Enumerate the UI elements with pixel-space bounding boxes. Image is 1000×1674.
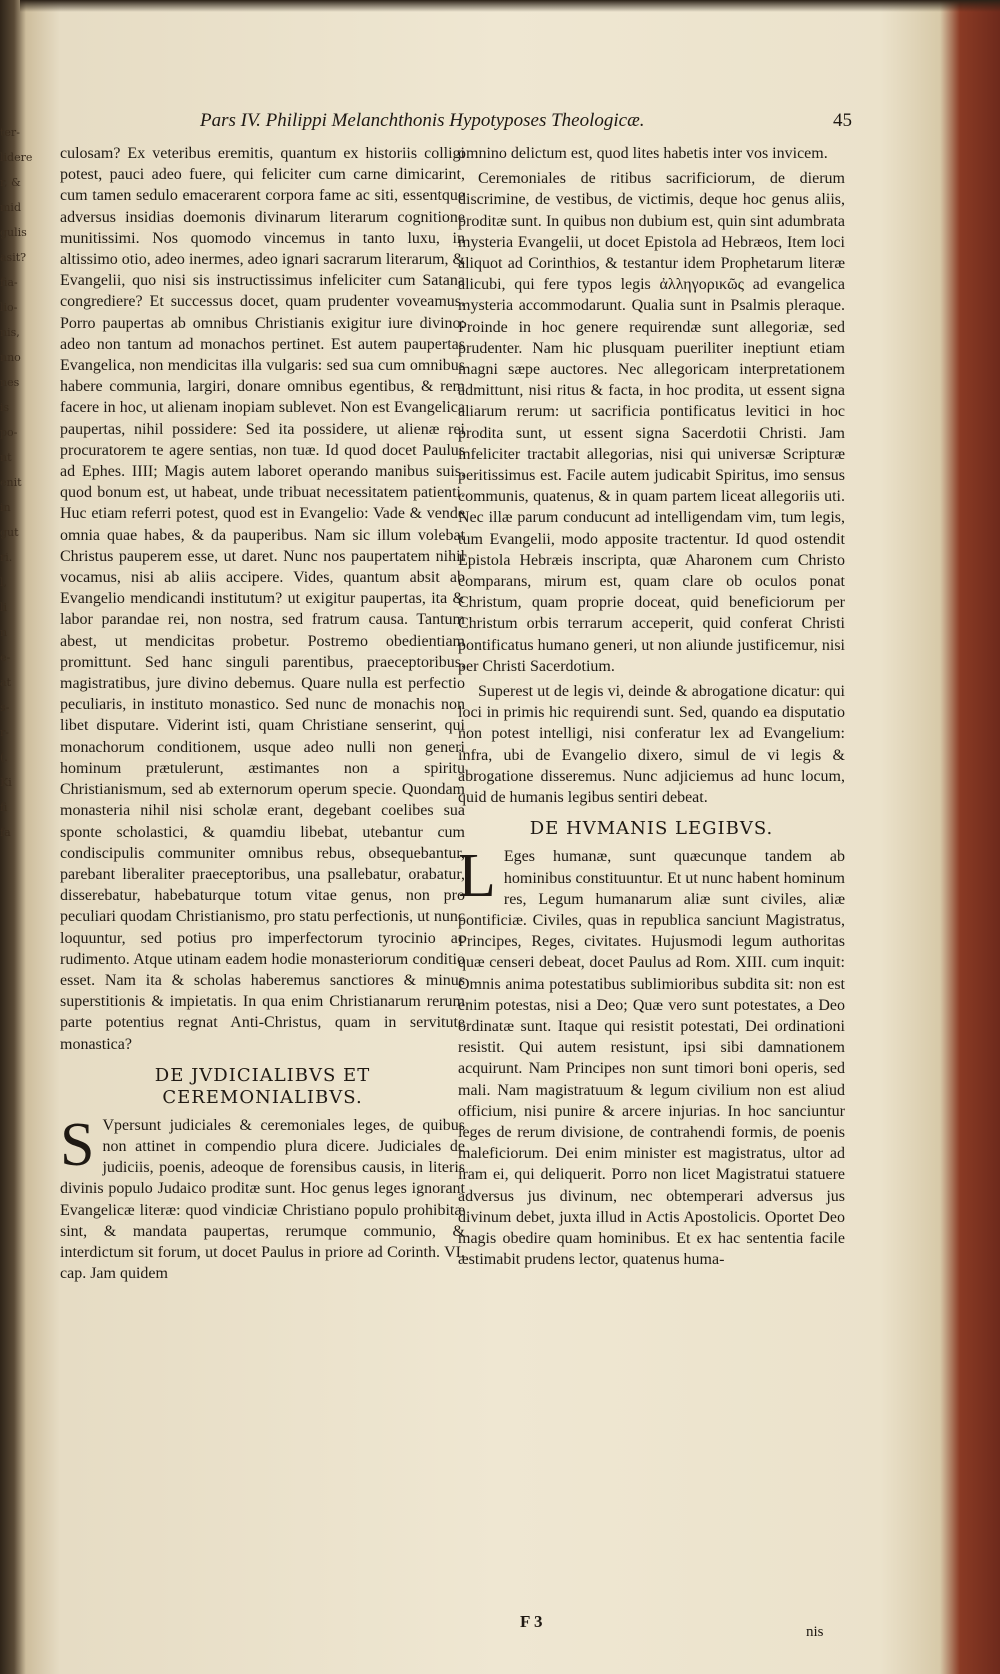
facing-page-fragment: mid (0, 201, 21, 214)
left-paragraph-2-text: Vpersunt judiciales & ceremoniales leges, de quibus non attinet in compendio plura dicere. Judiciales de judiciis, poenis, adeoque de forensibus causis, in literis divinis populo Judaico proditæ sunt. Hoc genus leges ignorant Evangelicæ literæ: quod vindiciæ Christiano populo prohibitæ sint, & mandata paupertas, rerumque communio, & interdictum sit forum, ut docet Paulus in priore ad Corinth. VI. cap. Jam quidem (60, 1116, 465, 1283)
facing-page-fragment: nno (0, 351, 21, 364)
facing-page-fragment: nes (0, 376, 20, 389)
left-paragraph-1: culosam? Ex veteribus eremitis, quantum ex historiis colligi potest, pauci adeo fuere, qui feliciter cum carne dimicarint, cum tamen sedulo emacerarent corpora fame ac siti, essentque adversus insidias doemonis divinarum literarum cognitione munitissimi. Nos quomodo vincemus in tanto luxu, in altissimo otio, adeo inermes, adeo ignari sacrarum literarum, & Evangelii, quo nisi sis instructissimus infeliciter cum Satana congrediere? Et successus docet, quam prudenter voveamus. Porro paupertas ab omnibus Christianis exigitur iure divino: adeo non tantum ad monachos pertinet. Est autem paupertas Evangelica, non mendicitas illa vulgaris: sed sua cum omnibus habere communia, largiri, donare omnibus egentibus, & rem facere in hoc, ut alienam inopiam sublevet. Non est Evangelica paupertas, nihil possidere: Sed ita possidere, ut alienæ rei procuratorem te agere sentias, non tuæ. Id quod docet Paulus ad Ephes. IIII; Magis autem laboret operando manibus suis, quod bonum est, ut habeat, unde tribuat necessitatem patienti. Huc etiam referri potest, quod est in Evangelio: Vade & vende omnia quae habes, & da pauperibus. Nam sic illum volebat Christus pauperem esse, ut daret. Nunc nos paupertatem nihil vocamus, nisi ab aliis accipere. Vides, quantum absit ab Evangelio mendicandi institutum? ut exigitur paupertas, ita & labor parandae rei, non nostra, sed fratrum causa. Tantum abest, ut mendicitas probetur. Postremo obedientiam promittunt. Sed hanc singuli parentibus, praeceptoribus, magistratibus, jure divino debemus. Quare nulla est perfectio peculiaris, in instituto monastico. Sed nunc de monachis non libet disputare. Viderint isti, quam Christiane senserint, qui monachorum conditionem, usque adeo nulli non generi hominum prætulerunt, æstimantes non a spiritu Christianismum, sed ab externorum operum specie. Quondam monasteria nihil nisi scholæ erant, degebant coelibes sua sponte scholastici, & quamdiu libebat, utebantur cum condiscipulis communiter omnibus rebus, obsequebantur, parebant liberaliter praeceptoribus, una psallebatur, orabatur, disserebatur, habebaturque totum vitae genus, non pro peculiari quodam Christianismo, pro statu perfectionis, ut nunc loquuntur, sed potius pro imperfectorum tyrocinio ac rudimento. Atque utinam eadem hodie monasteriorum conditio esset. Nam ita & scholas haberemus sanctiores & minus superstitionis & impietatis. In qua enim Christianarum rerum parte potentius regnat Anti-Christus, quam in servitute monastica? (60, 145, 465, 1053)
facing-page-fragment: lidere (0, 151, 33, 164)
running-title: Pars IV. Philippi Melanchthonis Hypotyposes Theologicæ. (200, 110, 645, 131)
facing-page-fragment: enit (0, 476, 22, 489)
facing-page-fragment: fi (0, 801, 8, 814)
drop-cap-l: L (458, 842, 496, 911)
facing-page-fragment: ri. (0, 551, 13, 564)
right-column (458, 143, 845, 1274)
facing-page-fragment: fia- (0, 276, 18, 289)
signature-mark: F 3 (520, 1612, 543, 1631)
facing-page-fragment: gut (0, 526, 19, 539)
running-header (200, 110, 852, 140)
facing-page-fragment: gulis (0, 226, 27, 239)
facing-page-fragment: fa (0, 826, 11, 839)
left-column (60, 143, 465, 1288)
left-paragraph-2 (60, 1110, 465, 1285)
facing-page-fragment: asit? (0, 251, 27, 264)
section-heading-human-laws: DE HVMANIS LEGIBVS. (529, 818, 774, 840)
right-paragraph-4-text: Eges humanæ, sunt quæcunque tandem ab hominibus constituuntur. Et ut nunc habent hominum res, Legum humanarum aliæ sunt civiles, aliæ pontificiæ. Civiles, quas in republica sanciunt Magistratus, Principes, Reges, civitates. Hujusmodi legum authoritas quæ censeri debeat, docet Paulus ad Rom. XIII. cum inquit: Omnis anima potestatibus sublimioribus subdita sit: non est enim potestas, nisi a Deo; Quæ vero sunt potestates, a Deo ordinatæ sunt. Itaque qui resistit potestati, Dei ordinationi resistit. Qui autem resistunt, ipsi sibi damnationem acquirunt. Nam Principes non sunt timori boni operis, sed mali. Nam magistratuum & legum civilium non est aliud officium, nisi punire & arcere injurias. In hoc sanciuntur leges de rerum divisione, de contrahendi formis, de poenis maleficiorum. Dei enim minister est magistratus, ultor ad iram ei, qui deliquerit. Porro non licet Magistratui statuere adversus jus divinum, nec obtemperari adversus jus divinum debet, juxta illud in Actis Apostolicis. Oportet Deo magis obedire quam hominibus. Et ex hac sententia facile æstimabit prudens lector, quatenus huma- (458, 848, 845, 1269)
page-number: 45 (833, 110, 852, 131)
right-paragraph-3: Superest ut de legis vi, deinde & abrogatione dicatur: qui loci in primis hic requirendi sunt. Sed, quando ea disputatio non potest intelligi, nisi conferatur lex ad Evangelium: infra, ubi de Evangelio dixero, simul de vi legis & abrogatione disseremus. Nunc adjiciemus ad hunc locum, quid de humanis legibus sentiri debeat. (458, 683, 845, 807)
right-paragraph-1: omnino delictum est, quod lites habetis inter vos invicem. (458, 145, 828, 162)
facing-page-fragment: r, & (0, 176, 21, 189)
drop-cap-s: S (60, 1110, 95, 1179)
facing-page-fragment: po- (0, 426, 18, 439)
facing-page-fragment: Ki (0, 776, 12, 789)
facing-page-fragment: e- (0, 651, 11, 664)
facing-page-fragment: ter- (0, 126, 20, 139)
facing-page-fragment: in (0, 501, 11, 514)
facing-page-fragment: nt (0, 451, 12, 464)
facing-page-fragment: lio- (0, 301, 18, 314)
facing-page-fragment: nis, (0, 326, 20, 339)
facing-page-fragment: n (0, 626, 8, 639)
facing-page-fragment: is (0, 401, 10, 414)
facing-page-fragment: r- (0, 726, 9, 739)
page-top-shadow (20, 0, 1000, 12)
facing-page-fragment: li (0, 601, 8, 614)
section-heading-judicial: DE JVDICIALIBVS ET CEREMONIALIBVS. (154, 1064, 371, 1108)
right-paragraph-2: Ceremoniales de ritibus sacrificiorum, de dierum discrimine, de vestibus, de victimis, deque hoc genus aliis, proditæ sunt. In quibus non dubium est, quin sint adumbrata mysteria Evangelii, ut docet Epistola ad Hebræos, Item loci aliquot ad Corinthios, & testantur idem Prophetarum literæ alicubi, qui fere typos legis ἀλληγορικῶς ad evangelica mysteria accommodarunt. Qualia sunt in Psalmis pleraque. Proinde in hoc genere requirendæ sunt allegoriæ, sed prudenter. Nam hic plusquam pueriliter ineptiunt etiam magni sæpe auctores. Nec allegoricam interpretationem admittunt, nisi ritus & facta, in hoc prodita, ut essent signa aliarum rerum: ut sacrificia pontificatus levitici in hoc prodita sunt, ut essent signa Sacerdotii Christi. Jam infeliciter tractabit allegorias, nisi qui universæ Scripturæ peritissimus est. Facile autem judicabit Spiritus, imo sensus communis, quatenus, & in quam partem liceat allegoriis uti. Nec illæ parum conducunt ad intelligendam vim, tum legis, tum Evangelii, modo apposite tractentur. Id quod ostendit Epistola Hebræis inscripta, quæ Aharonem cum Christo comparans, mirum est, quam clare ob oculos ponat Christum, quam proprie doceat, quid beneficiorum per Christum orbis terrarum acceperit, quid conferat Christi pontificatus humano generi, ut non aliunde justificemur, nisi per Christi Sacerdotium. (458, 170, 845, 675)
facing-page-fragment: l, (0, 576, 8, 589)
facing-page-fragment: at (0, 676, 11, 689)
facing-page-fragment: s- (0, 701, 10, 714)
catchword: nis (806, 1624, 824, 1640)
right-paragraph-4 (458, 842, 845, 1270)
facing-page-fragment: (. (0, 751, 8, 764)
facing-page-fragments (0, 120, 33, 839)
